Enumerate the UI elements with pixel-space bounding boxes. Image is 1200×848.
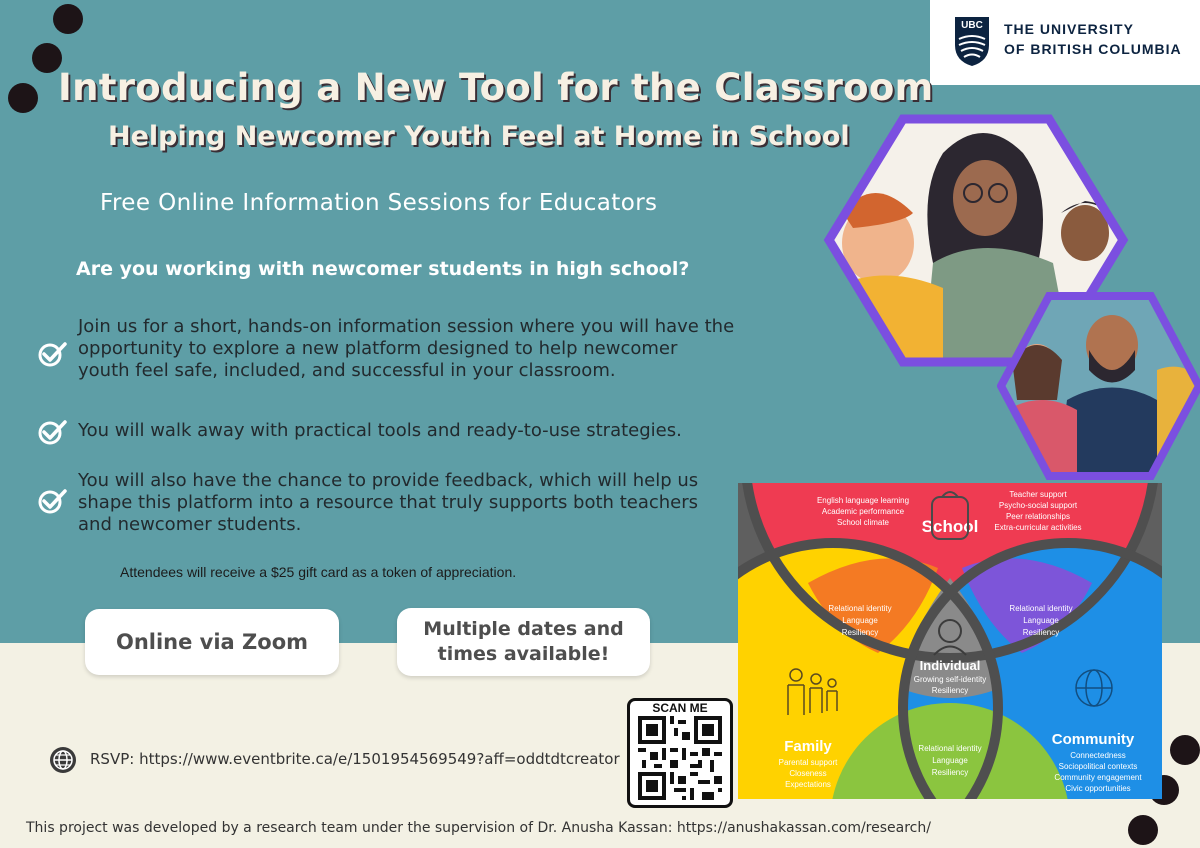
venn-school-title: School: [921, 517, 979, 536]
venn-school-right-0: Teacher support: [1009, 490, 1067, 499]
qr-scan-label: SCAN ME: [652, 701, 708, 715]
bullet-line: and newcomer students.: [78, 514, 302, 535]
ecosystem-venn-diagram: [738, 483, 1162, 799]
venn-overlap-right-2: Resiliency: [1022, 628, 1060, 637]
venn-overlap-bottom-1: Language: [932, 756, 968, 765]
footer-credit: This project was developed by a research team under the supervision of Dr. Anusha Kassan: https://anushakassan.com/research/: [26, 820, 931, 836]
qr-code[interactable]: [627, 698, 733, 808]
online-zoom-button[interactable]: [85, 609, 339, 675]
venn-family-item-2: Expectations: [785, 780, 831, 789]
bullet-feedback: [78, 470, 758, 536]
venn-school-right-1: Psycho-social support: [998, 501, 1078, 510]
globe-icon: [49, 746, 77, 774]
venn-school-right-3: Extra-curricular activities: [994, 523, 1082, 532]
ubc-crest-icon: [953, 15, 991, 67]
family-illustration: [997, 290, 1200, 482]
bullet-session: [78, 316, 758, 382]
question-heading: Are you working with newcomer students in high school?: [76, 258, 690, 280]
online-zoom-label: Online via Zoom: [115, 630, 309, 654]
venn-overlap-bottom-0: Relational identity: [918, 744, 982, 753]
venn-individual-item-1: Resiliency: [931, 686, 969, 695]
venn-family-title: Family: [784, 738, 832, 755]
bullet-line: shape this platform into a resource that truly supports both teachers: [78, 492, 699, 513]
venn-school-right-2: Peer relationships: [1005, 512, 1071, 521]
venn-family-item-1: Closeness: [789, 769, 827, 778]
page-subtitle: Helping Newcomer Youth Feel at Home in School: [108, 121, 850, 152]
ubc-logo-line2: OF BRITISH COLUMBIA: [1004, 41, 1182, 57]
venn-overlap-right-0: Relational identity: [1009, 604, 1073, 613]
ubc-logo-text: [1004, 19, 1182, 59]
rsvp-link[interactable]: RSVP: https://www.eventbrite.ca/e/1501954569549?aff=oddtdtcreator: [90, 750, 620, 768]
check-circle-icon: [36, 416, 68, 448]
page-title: Introducing a New Tool for the Classroom: [58, 66, 934, 109]
venn-school-left-0: English language learning: [816, 496, 910, 505]
venn-individual-item-0: Growing self-identity: [913, 675, 987, 684]
bullet-tools: [78, 420, 758, 442]
decor-dot: [8, 83, 38, 113]
decor-dot: [1128, 815, 1158, 845]
venn-community-item-0: Connectedness: [1070, 751, 1126, 760]
bullet-line: youth feel safe, included, and successful in your classroom.: [78, 360, 616, 381]
venn-overlap-left-1: Language: [842, 616, 878, 625]
venn-overlap-left-2: Resiliency: [841, 628, 879, 637]
sessions-heading: Free Online Information Sessions for Educators: [100, 190, 658, 216]
bullet-line: You will walk away with practical tools and ready-to-use strategies.: [78, 420, 682, 441]
ubc-mark-text: UBC: [961, 20, 983, 31]
check-circle-icon: [36, 485, 68, 517]
venn-school-left-1: Academic performance: [821, 507, 905, 516]
decor-dot: [1170, 735, 1200, 765]
qr-pattern-icon: [638, 716, 722, 800]
venn-overlap-bottom-2: Resiliency: [931, 768, 969, 777]
venn-overlap-left-0: Relational identity: [828, 604, 892, 613]
multiple-dates-button[interactable]: [397, 608, 650, 676]
bullet-line: Join us for a short, hands-on information session where you will have the: [78, 316, 735, 337]
bullet-line: opportunity to explore a new platform designed to help newcomer: [78, 338, 678, 359]
ubc-logo-line1: THE UNIVERSITY: [1004, 21, 1134, 37]
venn-school-left-2: School climate: [836, 518, 890, 527]
gift-card-note: Attendees will receive a $25 gift card as a token of appreciation.: [120, 564, 517, 580]
venn-community-title: Community: [1051, 731, 1135, 748]
venn-community-item-1: Sociopolitical contexts: [1058, 762, 1138, 771]
check-circle-icon: [36, 338, 68, 370]
venn-family-item-0: Parental support: [778, 758, 838, 767]
dates-label-line2: times available!: [437, 643, 610, 665]
dates-label-line1: Multiple dates and: [423, 618, 624, 640]
decor-dot: [53, 4, 83, 34]
venn-individual-title: Individual: [919, 658, 981, 673]
bullet-line: You will also have the chance to provide feedback, which will help us: [78, 470, 699, 491]
venn-overlap-right-1: Language: [1023, 616, 1059, 625]
venn-community-item-3: Civic opportunities: [1065, 784, 1131, 793]
venn-community-item-2: Community engagement: [1054, 773, 1142, 782]
